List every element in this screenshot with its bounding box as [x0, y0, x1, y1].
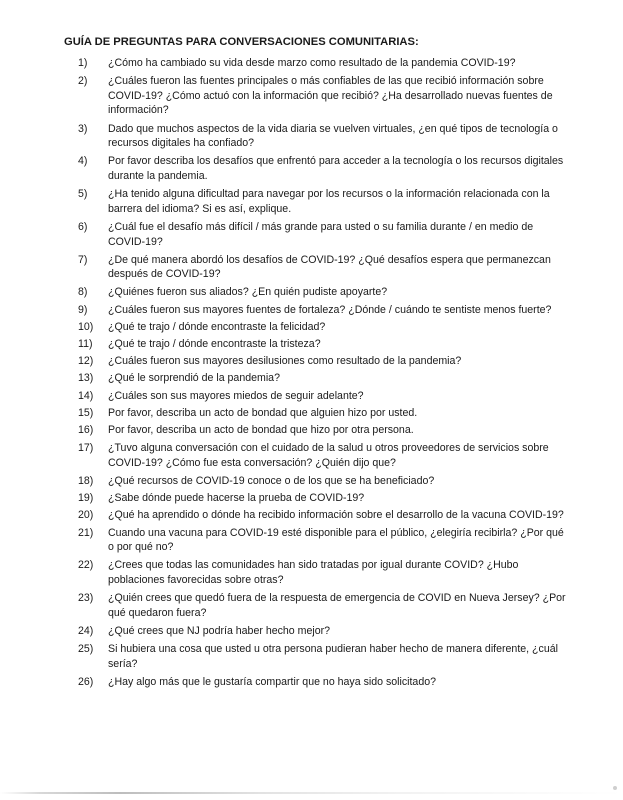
scan-edge-line: [0, 792, 623, 794]
question-number: 25): [78, 643, 94, 656]
question-number: 1): [78, 57, 88, 69]
question-text: Cuando una vacuna para COVID-19 esté disponible para el público, ¿elegiría recibirla? ¿Por qué o por qué no?: [108, 526, 564, 554]
question-item: [78, 675, 568, 690]
question-number: 12): [78, 355, 94, 368]
scan-speck: [613, 786, 617, 790]
question-number: 14): [78, 389, 94, 402]
question-number: 6): [78, 220, 88, 233]
question-text: ¿Quiénes fueron sus aliados? ¿En quién pudiste apoyarte?: [108, 286, 388, 299]
question-text: ¿Qué recursos de COVID-19 conoce o de los que se ha beneficiado?: [108, 474, 435, 487]
question-number: 22): [78, 559, 94, 572]
question-number: 16): [78, 423, 94, 436]
question-item: [78, 253, 568, 282]
question-number: 13): [78, 372, 94, 385]
question-item: [78, 154, 568, 183]
question-item: [78, 303, 568, 318]
question-text: Dado que muchos aspectos de la vida diaria se vuelven virtuales, ¿en qué tipos de tecnología o recursos digitales ha confiado?: [108, 122, 558, 150]
question-number: 17): [78, 442, 94, 455]
question-item: [78, 354, 568, 369]
question-text: Por favor describa los desafíos que enfrentó para acceder a la tecnología o los recursos digitales durante la pandemia.: [108, 155, 564, 182]
question-text: ¿Ha tenido alguna dificultad para navegar por los recursos o la información relacionada con la barrera del idioma? Si es así, explique.: [108, 188, 550, 215]
question-number: 15): [78, 406, 94, 419]
question-text: Si hubiera una cosa que usted u otra persona pudieran haber hecho de manera diferente, ¿cuál sería?: [108, 643, 558, 670]
question-text: ¿Qué te trajo / dónde encontraste la tristeza?: [108, 338, 321, 351]
question-text: ¿Cuál fue el desafío más difícil / más grande para usted o su familia durante / en medio de COVID-19?: [108, 220, 534, 248]
question-number: 19): [78, 492, 94, 505]
question-item: [78, 187, 568, 216]
question-text: ¿Cuáles fueron sus mayores desilusiones como resultado de la pandemia?: [108, 355, 462, 368]
question-text: ¿Tuvo alguna conversación con el cuidado de la salud u otros proveedores de servicios sobre COVID-19? ¿Cómo fue esta conversación? ¿Quién dijo que?: [108, 442, 549, 469]
question-number: 20): [78, 509, 94, 522]
document-title: GUÍA DE PREGUNTAS PARA CONVERSACIONES COMUNITARIAS:: [64, 36, 419, 48]
question-text: ¿Qué le sorprendió de la pandemia?: [108, 372, 280, 385]
question-number: 23): [78, 592, 94, 605]
question-text: ¿Quién crees que quedó fuera de la respuesta de emergencia de COVID en Nueva Jersey? ¿Por qué quedaron fuera?: [108, 592, 566, 619]
question-number: 10): [78, 320, 94, 333]
question-item: [78, 74, 568, 118]
question-number: 9): [78, 303, 88, 316]
question-text: ¿Cuáles fueron las fuentes principales o más confiables de las que recibió información sobre COVID-19? ¿Cómo actuó con la información que recibió? ¿Ha desarrollado nuevas fuentes de información?: [108, 75, 553, 117]
question-number: 3): [78, 122, 88, 135]
question-text: ¿Crees que todas las comunidades han sido tratadas por igual durante COVID? ¿Hubo poblaciones favorecidas sobre otras?: [108, 559, 519, 586]
question-text: ¿Sabe dónde puede hacerse la prueba de COVID-19?: [108, 492, 365, 505]
question-text: ¿Qué ha aprendido o dónde ha recibido información sobre el desarrollo de la vacuna COVID-19?: [108, 509, 564, 522]
question-number: 26): [78, 675, 94, 688]
question-item: [78, 389, 568, 404]
question-text: Por favor, describa un acto de bondad que hizo por otra persona.: [108, 423, 414, 436]
question-item: [78, 558, 568, 587]
question-item: [78, 320, 568, 335]
question-text: Por favor, describa un acto de bondad que alguien hizo por usted.: [108, 406, 418, 419]
question-item: [78, 423, 568, 438]
question-list: [78, 56, 568, 693]
question-number: 4): [78, 155, 88, 168]
question-item: [78, 624, 568, 639]
question-item: [78, 122, 568, 151]
question-text: ¿De qué manera abordó los desafíos de COVID-19? ¿Qué desafíos espera que permanezcan después de COVID-19?: [108, 253, 551, 281]
question-number: 21): [78, 526, 94, 539]
question-number: 11): [78, 338, 93, 351]
question-number: 8): [78, 286, 88, 299]
question-item: [78, 591, 568, 620]
question-item: [78, 491, 568, 506]
question-item: [78, 642, 568, 671]
question-text: ¿Cuáles fueron sus mayores fuentes de fortaleza? ¿Dónde / cuándo te sentiste menos fuerte?: [108, 303, 552, 316]
question-item: [78, 285, 568, 300]
question-number: 2): [78, 75, 88, 88]
question-item: [78, 526, 568, 555]
question-text: ¿Hay algo más que le gustaría compartir que no haya sido solicitado?: [108, 675, 436, 688]
question-item: [78, 441, 568, 470]
question-item: [78, 220, 568, 249]
question-text: ¿Cómo ha cambiado su vida desde marzo como resultado de la pandemia COVID-19?: [108, 57, 516, 69]
question-text: ¿Qué crees que NJ podría haber hecho mejor?: [108, 624, 331, 637]
question-item: [78, 56, 568, 71]
question-item: [78, 371, 568, 386]
question-item: [78, 508, 568, 523]
question-item: [78, 406, 568, 421]
question-item: [78, 337, 568, 352]
question-number: 24): [78, 624, 94, 637]
question-number: 18): [78, 474, 94, 487]
question-text: ¿Cuáles son sus mayores miedos de seguir adelante?: [108, 389, 364, 402]
question-item: [78, 474, 568, 489]
question-text: ¿Qué te trajo / dónde encontraste la felicidad?: [108, 320, 326, 333]
question-number: 5): [78, 188, 88, 201]
question-number: 7): [78, 253, 88, 266]
